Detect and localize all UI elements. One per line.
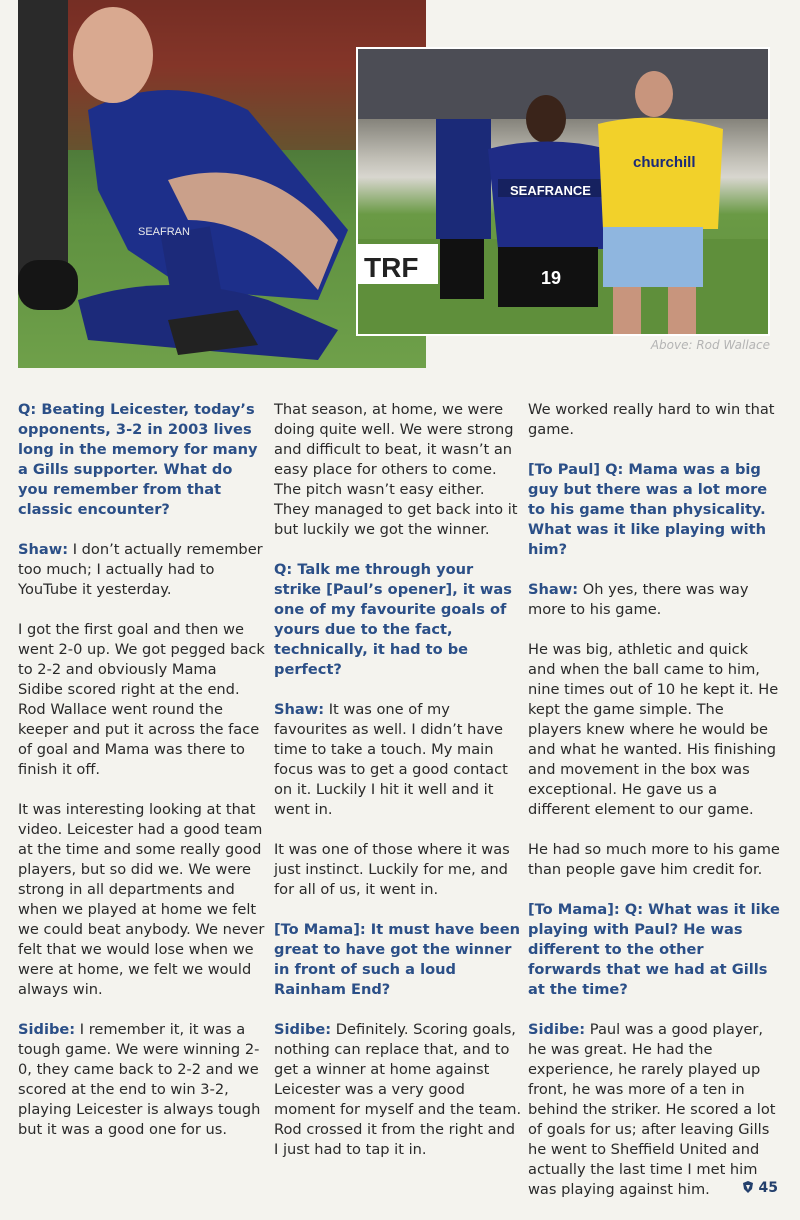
question: [To Mama]: It must have been great to have got the winner in front of such a loud Rainham End? [274, 921, 520, 998]
answer-paragraph: It was one of those where it was just instinct. Luckily for me, and for all of us, it went in. [274, 841, 510, 898]
answer-paragraph: He was big, athletic and quick and when the ball came to him, nine times out of 10 he kept it. He kept the game simple. The players knew where he would be and what he wanted. His finishing and movement in the box was exceptional. He gave us a different element to our game. [528, 641, 779, 818]
answer-text: Paul was a good player, he was great. He had the experience, he rarely played up front, he was more of a ten in behind the striker. He scored a lot of goals for us; after leaving Gills he went to Sheffield United and actually the last time I met him was playing against him. [528, 1021, 776, 1198]
answer-text: Oh yes, there was way more to his game. [528, 581, 749, 618]
answer-paragraph [528, 580, 780, 620]
answer-paragraph: That season, at home, we were doing quite well. We were strong and difficult to beat, it wasn’t an easy place for others to come. The pitch wasn’t easy either. They managed to get back into it but luckily we got the winner. [274, 401, 518, 538]
answer-paragraph [274, 700, 522, 820]
speaker-label: Sidibe: [274, 1021, 332, 1038]
question: [To Mama]: Q: What was it like playing with Paul? He was different to the other forwards that we had at Gills at the time? [528, 901, 780, 998]
column-1 [18, 400, 266, 1160]
column-3 [528, 400, 780, 1220]
photo-caption: Above: Rod Wallace [650, 338, 770, 352]
shirt-sponsor-blue: SEAFRANCE [510, 183, 591, 198]
answer-text: I don’t actually remember too much; I actually had to YouTube it yesterday. [18, 541, 263, 598]
answer-paragraph: I got the first goal and then we went 2-0 up. We got pegged back to 2-2 and obviously Mama Sidibe scored right at the end. Rod Wallace went round the keeper and put it across the face of goal and Mama was there to finish it off. [18, 621, 265, 778]
question: Q: Talk me through your strike [Paul’s opener], it was one of my favourite goals of yours due to the fact, technically, it had to be perfect? [274, 561, 512, 678]
answer-paragraph: He had so much more to his game than people gave him credit for. [528, 841, 780, 878]
answer-text: I remember it, it was a tough game. We were winning 2-0, they came back to 2-2 and we scored at the end to win 3-2, playing Leicester is always tough but it was a good one for us. [18, 1021, 261, 1138]
answer-paragraph [528, 1020, 780, 1200]
column-2 [274, 400, 522, 1180]
club-crest-icon [741, 1180, 755, 1194]
question: Q: Beating Leicester, today’s opponents, 3-2 in 2003 lives long in the memory for many a Gills supporter. What do you remember from that classic encounter? [18, 401, 258, 518]
answer-paragraph [274, 1020, 522, 1160]
photo-rod-wallace [356, 47, 770, 336]
answer-paragraph: We worked really hard to win that game. [528, 401, 775, 438]
speaker-label: Shaw: [528, 581, 579, 598]
advertising-board-text: TRF [364, 252, 419, 283]
shirt-sponsor-yellow: churchill [633, 154, 696, 171]
shirt-sponsor-left: SEAFRAN [138, 226, 190, 238]
answer-paragraph: It was interesting looking at that video. Leicester had a good team at the time and some really good players, but so did we. We were strong in all departments and when we played at home we felt we could beat anybody. We never felt that we would lose when we were at home, we felt we would always win. [18, 801, 265, 998]
answer-text: Definitely. Scoring goals, nothing can replace that, and to get a winner at home against Leicester was a very good moment for myself and the team. Rod crossed it from the right and I just had to tap it in. [274, 1021, 522, 1158]
page-number [741, 1180, 778, 1196]
answer-text: It was one of my favourites as well. I didn’t have time to take a touch. My main focus was to get a good contact on it. Luckily I hit it well and it went in. [274, 701, 508, 818]
speaker-label: Sidibe: [18, 1021, 76, 1038]
speaker-label: Shaw: [274, 701, 325, 718]
answer-paragraph [18, 540, 266, 600]
wallace-photo-illustration [358, 49, 768, 334]
speaker-label: Sidibe: [528, 1021, 586, 1038]
question: [To Paul] Q: Mama was a big guy but there was a lot more to his game than physicality. What was it like playing with him? [528, 461, 768, 558]
page-number-text: 45 [758, 1180, 778, 1196]
speaker-label: Shaw: [18, 541, 69, 558]
shirt-number: 19 [541, 268, 562, 288]
answer-paragraph [18, 1020, 266, 1140]
